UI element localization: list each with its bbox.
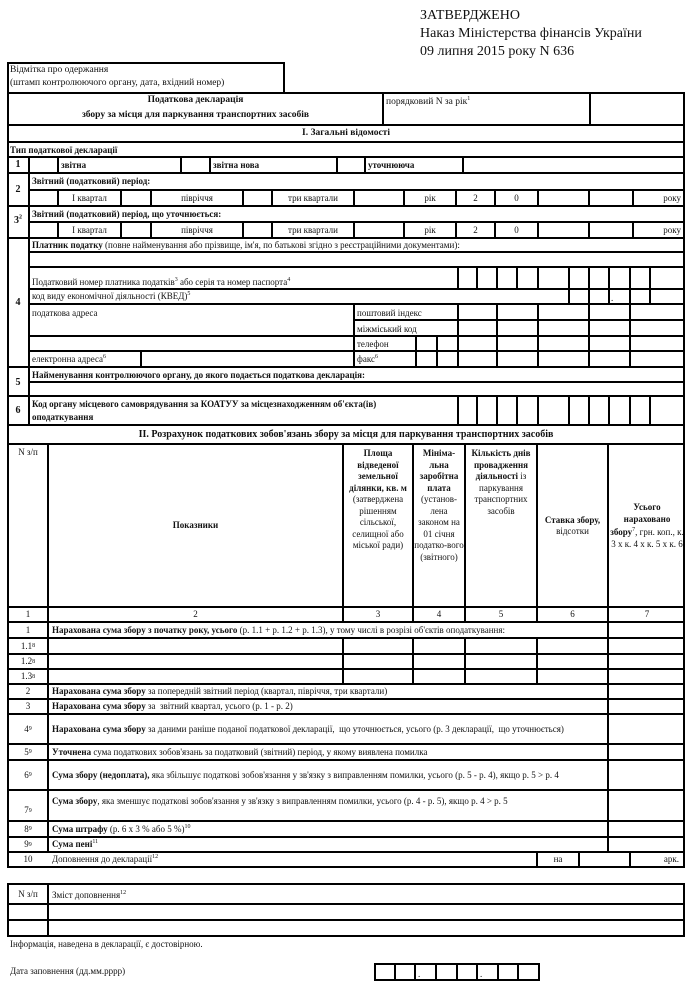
supplement-col-number: N з/п bbox=[18, 888, 38, 899]
payer-name-input[interactable] bbox=[30, 253, 685, 267]
section-1-heading: I. Загальні відомості bbox=[302, 128, 390, 138]
col-num-6: 6 bbox=[570, 609, 575, 620]
payer-label: Платник податку (повне найменування або прізвище, ім'я, по батькові згідно з реєстраційними документами): bbox=[32, 240, 460, 250]
period-q1-label: I квартал bbox=[72, 192, 107, 203]
intercity-code-label: міжміський код bbox=[357, 324, 417, 334]
approval-date: 09 липня 2015 року N 636 bbox=[420, 44, 575, 59]
controlling-body-label: Найменування контролюючого органу, до якого подається податкова декларація: bbox=[32, 370, 366, 380]
row-1-label: Нарахована сума збору з початку року, усього (р. 1.1 + р. 1.2 + р. 1.3), у тому числі в розрізі об'єктів оподаткування: bbox=[52, 624, 505, 635]
supplement-row-2-number-input[interactable] bbox=[9, 921, 47, 935]
declaration-subtitle: збору за місця для паркування транспортних засобів bbox=[81, 110, 309, 120]
row-1-1-num: 1.1 8 bbox=[20, 640, 36, 651]
row-3-label: Нарахована сума збору за звітний квартал, усього (р. 1 - р. 2) bbox=[52, 701, 293, 712]
period-half-year-checkbox[interactable] bbox=[122, 191, 150, 205]
clarified-q1-checkbox[interactable] bbox=[30, 223, 57, 237]
period-year-checkbox[interactable] bbox=[355, 191, 403, 205]
col-header-number: N з/п bbox=[18, 447, 38, 457]
row-7-total-input[interactable] bbox=[609, 791, 685, 820]
kved-dot: . bbox=[611, 293, 614, 303]
supplement-row-1-content-input[interactable] bbox=[49, 905, 685, 919]
row-9-label: Сума пені$^{11}$ bbox=[52, 839, 99, 850]
intercity-code-input[interactable] bbox=[459, 321, 685, 335]
fax-label: факс$^6$ bbox=[357, 354, 378, 364]
row-4-total-input[interactable] bbox=[609, 715, 685, 743]
period-q1-checkbox[interactable] bbox=[30, 191, 57, 205]
row-5-label: Уточнена сума податкових зобов'язань за податковий (звітний) період, у якому виявлена помилка bbox=[52, 746, 428, 757]
col-header-area: Площа відведеної земельної ділянки, кв. м (затверджена рішенням сільської, селищної або міської ради) bbox=[349, 448, 407, 551]
col-header-days: Кількість днів провадження діяльності із паркування транспортних засобів bbox=[471, 448, 531, 516]
row-2-number: 2 bbox=[15, 184, 21, 195]
fill-date-sep-1: . bbox=[418, 969, 421, 979]
row-5-num: 5 9 bbox=[24, 746, 32, 757]
clarified-year-suffix: року bbox=[663, 224, 681, 235]
accuracy-statement: Інформація, наведена в декларації, є достовірною. bbox=[10, 939, 203, 949]
clarified-three-quarters-checkbox[interactable] bbox=[244, 223, 271, 237]
year-suffix: року bbox=[663, 192, 681, 203]
type-clarifying-label: уточнююча bbox=[368, 160, 415, 170]
row-10-sheets-label: арк. bbox=[663, 854, 679, 865]
row-1-3-object-input[interactable] bbox=[49, 670, 342, 683]
type-reporting-new-checkbox[interactable] bbox=[182, 158, 209, 172]
fill-date-sep-2: . bbox=[480, 969, 483, 979]
clarified-year-checkbox[interactable] bbox=[355, 223, 403, 237]
row-2-total-input[interactable] bbox=[609, 685, 685, 698]
approval-title: ЗАТВЕРДЖЕНО bbox=[420, 8, 520, 23]
row-8-total-input[interactable] bbox=[609, 822, 685, 836]
row-6-num: 6 9 bbox=[24, 769, 32, 780]
kved-label: код виду економічної діяльності (КВЕД)$^5$ bbox=[32, 291, 191, 301]
row-3-num: 3 bbox=[25, 701, 31, 712]
row-10-label: Доповнення до декларації$^{12}$ bbox=[52, 854, 159, 865]
period-half-year-label: півріччя bbox=[181, 192, 213, 203]
kved-input[interactable] bbox=[570, 290, 685, 303]
controlling-body-input[interactable] bbox=[30, 383, 685, 395]
phone-label: телефон bbox=[357, 339, 389, 349]
row-1-2-num: 1.2 8 bbox=[20, 656, 36, 667]
row-7-num: 7 9 bbox=[24, 805, 32, 816]
fax-input[interactable] bbox=[417, 352, 685, 366]
row-6-total-input[interactable] bbox=[609, 761, 685, 789]
row-1-number: 1 bbox=[15, 159, 21, 170]
section-2-heading: II. Розрахунок податкових зобов'язань збору за місця для паркування транспортних засобів bbox=[138, 429, 554, 440]
row-4-label: Нарахована сума збору за даними раніше поданої податкової декларації, що уточнюється, усього (р. 3 декларації, що уточнюється) bbox=[52, 723, 564, 734]
receipt-mark-hint: (штамп контролюючого органу, дата, вхідний номер) bbox=[10, 78, 225, 88]
row-5-total-input[interactable] bbox=[609, 745, 685, 759]
col-num-4: 4 bbox=[436, 609, 442, 620]
clarified-year-label: рік bbox=[424, 224, 436, 235]
row-9-total-input[interactable] bbox=[609, 838, 685, 851]
row-8-label: Сума штрафу (р. 6 х 3 % або 5 %)$^{10}$ bbox=[52, 823, 191, 834]
clarified-year-digit-2[interactable]: 0 bbox=[514, 224, 519, 235]
col-num-2: 2 bbox=[193, 609, 198, 620]
row-1-2-object-input[interactable] bbox=[49, 655, 342, 668]
row-8-num: 8 9 bbox=[24, 823, 32, 834]
address-line-2-input[interactable] bbox=[30, 337, 353, 350]
col-num-1: 1 bbox=[25, 609, 31, 620]
reporting-period-label: Звітний (податковий) період: bbox=[32, 176, 151, 186]
row-3-total-input[interactable] bbox=[609, 700, 685, 713]
row-1-3-values-input[interactable] bbox=[344, 670, 685, 683]
col-header-min-wage: Мініма-льна заробітна плата (установ-лена законом на 01 січня податко-вого (звітного) bbox=[414, 448, 464, 562]
clarified-year-digit-4[interactable] bbox=[590, 223, 632, 237]
row-2-label: Нарахована сума збору за попередній звітний період (квартал, півріччя, три квартали) bbox=[52, 686, 388, 697]
row-6-label: Сума збору (недоплата), яка збільшує податкові зобов'язання у зв'язку з виправленням помилки, усього (р. 5 - р. 4), якщо р. 5 > р. 4 bbox=[52, 769, 559, 780]
phone-input[interactable] bbox=[417, 337, 685, 350]
col-num-5: 5 bbox=[498, 609, 504, 620]
row-3-number: $3^2$ bbox=[14, 214, 22, 226]
row-7-label: Сума збору, яка зменшує податкові зобов'язання у зв'язку з виправленням помилки, усього (р. 4 - р. 5), якщо р. 4 > р. 5 bbox=[52, 796, 508, 806]
row-10-on-label: на bbox=[553, 854, 563, 865]
email-input[interactable] bbox=[142, 352, 353, 366]
clarified-q1-label: I квартал bbox=[72, 224, 107, 235]
col-header-indicators: Показники bbox=[172, 520, 219, 531]
clarified-year-digit-1[interactable]: 2 bbox=[473, 224, 478, 235]
type-reporting-label: звітна bbox=[61, 160, 87, 170]
row-6-number: 6 bbox=[15, 405, 21, 416]
clarified-period-label: Звітний (податковий) період, що уточнюється: bbox=[32, 209, 222, 219]
type-clarifying-checkbox[interactable] bbox=[338, 158, 364, 172]
clarified-half-year-checkbox[interactable] bbox=[122, 223, 150, 237]
row-9-num: 9 9 bbox=[24, 839, 32, 850]
postal-code-label: поштовий індекс bbox=[357, 308, 422, 318]
row-1-num: 1 bbox=[25, 624, 31, 635]
approval-order: Наказ Міністерства фінансів України bbox=[420, 26, 642, 41]
supplement-col-content: Зміст доповнення$^{12}$ bbox=[52, 890, 127, 900]
col-header-rate: Ставка збору, відсотки bbox=[544, 515, 601, 536]
row-4-num: 4 9 bbox=[24, 723, 32, 734]
koatuu-label-line2: оподаткування bbox=[32, 412, 94, 422]
year-digit-1[interactable]: 2 bbox=[473, 192, 478, 203]
year-digit-2[interactable]: 0 bbox=[514, 192, 519, 203]
serial-number-input[interactable] bbox=[591, 94, 683, 124]
declaration-title: Податкова декларація bbox=[147, 95, 244, 105]
period-three-quarters-label: три квартали bbox=[288, 192, 338, 203]
fill-date-label: Дата заповнення (дд.мм.рррр) bbox=[10, 966, 126, 976]
row-10-sheets-input[interactable] bbox=[580, 853, 629, 866]
row-5-number: 5 bbox=[15, 377, 21, 388]
row-1-total-input[interactable] bbox=[609, 623, 685, 637]
email-label: електронна адреса$^6$ bbox=[32, 354, 107, 364]
row-1-2-values-input[interactable] bbox=[344, 655, 685, 668]
period-three-quarters-checkbox[interactable] bbox=[244, 191, 271, 205]
clarified-three-quarters-label: три квартали bbox=[288, 224, 338, 235]
type-reporting-checkbox[interactable] bbox=[30, 158, 57, 172]
col-num-3: 3 bbox=[375, 609, 381, 620]
period-year-label: рік bbox=[424, 192, 436, 203]
row-4-number: 4 bbox=[15, 297, 21, 308]
tax-id-input[interactable] bbox=[459, 268, 685, 288]
clarified-half-year-label: півріччя bbox=[181, 224, 213, 235]
clarified-year-digit-3[interactable] bbox=[539, 223, 588, 237]
postal-code-input[interactable] bbox=[459, 305, 685, 319]
year-digit-4[interactable] bbox=[590, 191, 632, 205]
year-digit-3[interactable] bbox=[539, 191, 588, 205]
declaration-type-label: Тип податкової декларації bbox=[10, 145, 118, 155]
tax-id-label: Податковий номер платника податків$^3$ або серія та номер паспорта$^4$ bbox=[32, 277, 291, 287]
koatuu-label-line1: Код органу місцевого самоврядування за КОАТУУ за місцезнаходженням об'єкта(ів) bbox=[32, 399, 377, 409]
receipt-mark-label: Відмітка про одержання bbox=[10, 65, 109, 75]
col-num-7: 7 bbox=[644, 609, 650, 620]
row-1-3-num: 1.3 8 bbox=[20, 671, 36, 682]
col-header-total: Усього нараховано збору$^7$, грн. коп., к. 3 х к. 4 х к. 5 х к. 6 bbox=[610, 502, 684, 549]
row-10-num: 10 bbox=[23, 854, 33, 865]
supplement-row-1-number-input[interactable] bbox=[9, 905, 47, 919]
row-1-1-object-input[interactable] bbox=[49, 639, 342, 653]
supplement-row-2-content-input[interactable] bbox=[49, 921, 685, 935]
tax-address-input[interactable] bbox=[30, 321, 353, 335]
row-1-1-values-input[interactable] bbox=[344, 639, 685, 653]
type-reporting-new-label: звітна нова bbox=[213, 160, 260, 170]
row-2-num: 2 bbox=[25, 686, 31, 697]
koatuu-input[interactable] bbox=[459, 397, 685, 424]
tax-address-label: податкова адреса bbox=[32, 308, 98, 318]
serial-number-label: порядковий N за рік$^1$ bbox=[386, 95, 471, 107]
